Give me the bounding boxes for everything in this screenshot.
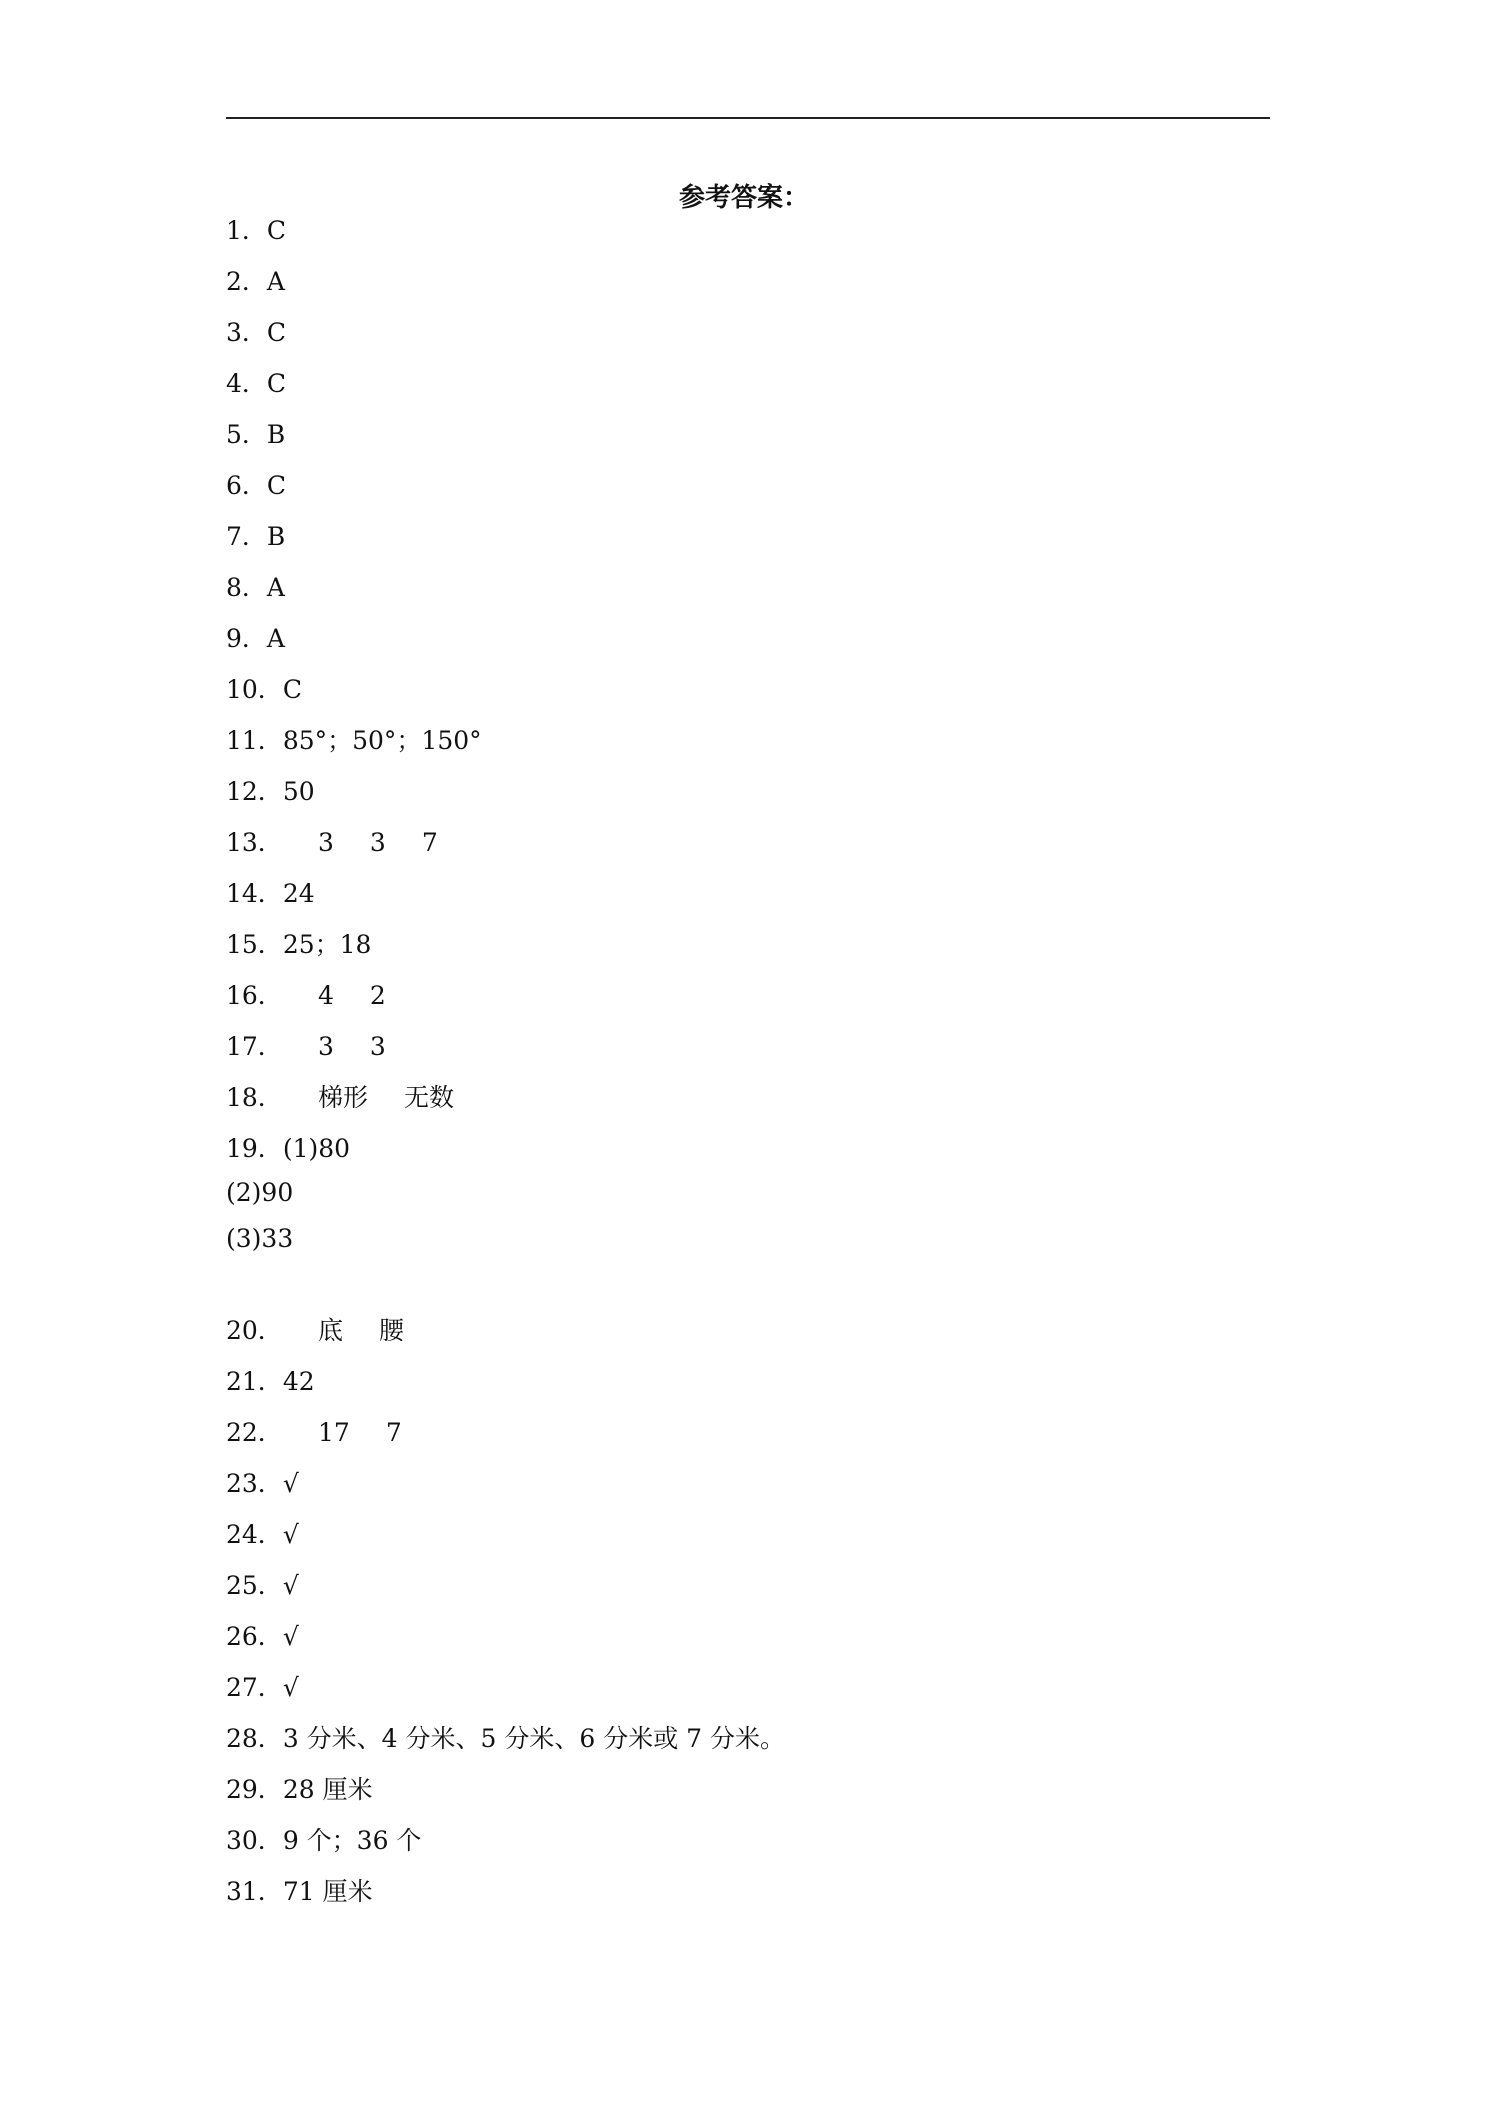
answer-number: 29． <box>226 1775 283 1804</box>
answer-number: 14． <box>226 879 283 908</box>
answer-text: √ <box>282 1571 299 1600</box>
answer-row <box>226 1518 299 1552</box>
answer-text: 71 厘米 <box>282 1877 373 1906</box>
answer-blank: 底 <box>318 1316 344 1345</box>
answer-number: 1． <box>226 216 267 245</box>
answer-row <box>226 1314 405 1348</box>
answer-number: 20． <box>226 1316 283 1345</box>
answer-number: 7． <box>226 522 267 551</box>
answer-text: √ <box>282 1469 299 1498</box>
answer-row <box>226 1620 299 1654</box>
answer-number: 11． <box>226 726 283 755</box>
answer-number: 6． <box>226 471 267 500</box>
answer-text: 28 厘米 <box>282 1775 373 1804</box>
answer-number: 12． <box>226 777 283 806</box>
answer-text: 9 个；36 个 <box>282 1826 422 1855</box>
answer-row <box>226 469 286 503</box>
answer-number: 13． <box>226 828 283 857</box>
answer-text: √ <box>282 1622 299 1651</box>
answer-text: (3)33 <box>226 1224 294 1253</box>
answer-number: 31． <box>226 1877 283 1906</box>
answer-text: (2)90 <box>226 1178 294 1207</box>
answer-blank: 2 <box>369 981 386 1010</box>
answer-blank: 3 <box>318 1032 334 1061</box>
answer-text: B <box>266 420 286 449</box>
answer-text: C <box>266 318 287 347</box>
answer-blank: 腰 <box>379 1316 405 1345</box>
answer-row <box>226 1176 293 1210</box>
answer-row <box>226 979 386 1013</box>
answer-row <box>226 1773 373 1807</box>
answer-text: B <box>266 522 286 551</box>
answer-row <box>226 1875 373 1909</box>
answer-row <box>226 265 285 299</box>
answer-blank: 17 <box>318 1418 350 1447</box>
answer-text: C <box>266 369 287 398</box>
answer-blank: 7 <box>385 1418 402 1447</box>
answer-text: 85°；50°；150° <box>282 726 482 755</box>
answer-number: 9． <box>226 624 267 653</box>
answer-text: C <box>282 675 302 704</box>
answer-blank: 3 <box>369 1032 386 1061</box>
answer-text: 3 分米、4 分米、5 分米、6 分米或 7 分米。 <box>282 1724 786 1753</box>
answer-row <box>226 316 286 350</box>
answer-row <box>226 724 482 758</box>
answer-number: 22． <box>226 1418 283 1447</box>
answer-number: 21． <box>226 1367 283 1396</box>
answer-blank: 3 <box>369 828 386 857</box>
answer-row <box>226 1722 785 1756</box>
answer-row <box>226 775 315 809</box>
answer-row <box>226 367 286 401</box>
answer-blank: 3 <box>318 828 334 857</box>
answer-number: 4． <box>226 369 267 398</box>
answer-text: C <box>266 216 287 245</box>
answer-text: 24 <box>282 879 315 908</box>
answer-text: A <box>266 573 285 602</box>
answer-row <box>226 1132 350 1166</box>
answer-number: 5． <box>226 420 267 449</box>
answer-text: 42 <box>282 1367 315 1396</box>
answer-number: 25． <box>226 1571 283 1600</box>
answer-number: 30． <box>226 1826 283 1855</box>
answer-row <box>226 520 285 554</box>
answer-number: 27． <box>226 1673 283 1702</box>
answer-row <box>226 214 286 248</box>
answer-text: A <box>266 624 285 653</box>
answer-row <box>226 1365 315 1399</box>
answer-text: A <box>266 267 285 296</box>
answer-number: 19． <box>226 1134 283 1163</box>
answer-row <box>226 673 302 707</box>
answer-row <box>226 1569 299 1603</box>
answer-row <box>226 1824 421 1858</box>
answer-number: 23． <box>226 1469 283 1498</box>
answer-row <box>226 571 285 605</box>
answer-text: 25；18 <box>282 930 372 959</box>
answer-number: 10． <box>226 675 283 704</box>
answer-row <box>226 418 285 452</box>
answer-text: (1)80 <box>282 1134 351 1163</box>
answer-row <box>226 928 371 962</box>
answer-row <box>226 1030 386 1064</box>
answer-number: 16． <box>226 981 283 1010</box>
answer-row <box>226 877 315 911</box>
answer-text: √ <box>282 1673 299 1702</box>
answer-text: C <box>266 471 287 500</box>
answer-number: 28． <box>226 1724 283 1753</box>
answer-number: 17． <box>226 1032 283 1061</box>
answer-blank: 4 <box>318 981 334 1010</box>
answer-row <box>226 1671 299 1705</box>
answer-list <box>226 0 1270 2104</box>
answer-number: 2． <box>226 267 267 296</box>
answer-row <box>226 826 438 860</box>
answer-text: 50 <box>282 777 315 806</box>
answer-number: 18． <box>226 1083 283 1112</box>
answer-blank: 无数 <box>404 1083 455 1112</box>
answer-blank: 7 <box>421 828 438 857</box>
answer-row <box>226 622 285 656</box>
answer-number: 15． <box>226 930 283 959</box>
answer-row <box>226 1416 402 1450</box>
answer-number: 3． <box>226 318 267 347</box>
answer-row <box>226 1081 455 1115</box>
answer-number: 8． <box>226 573 267 602</box>
answer-number: 24． <box>226 1520 283 1549</box>
answer-text: √ <box>282 1520 299 1549</box>
answer-row <box>226 1222 293 1256</box>
page-title: 参考答案： <box>678 183 809 213</box>
answer-row <box>226 1467 299 1501</box>
answer-blank: 梯形 <box>318 1083 369 1112</box>
answer-number: 26． <box>226 1622 283 1651</box>
